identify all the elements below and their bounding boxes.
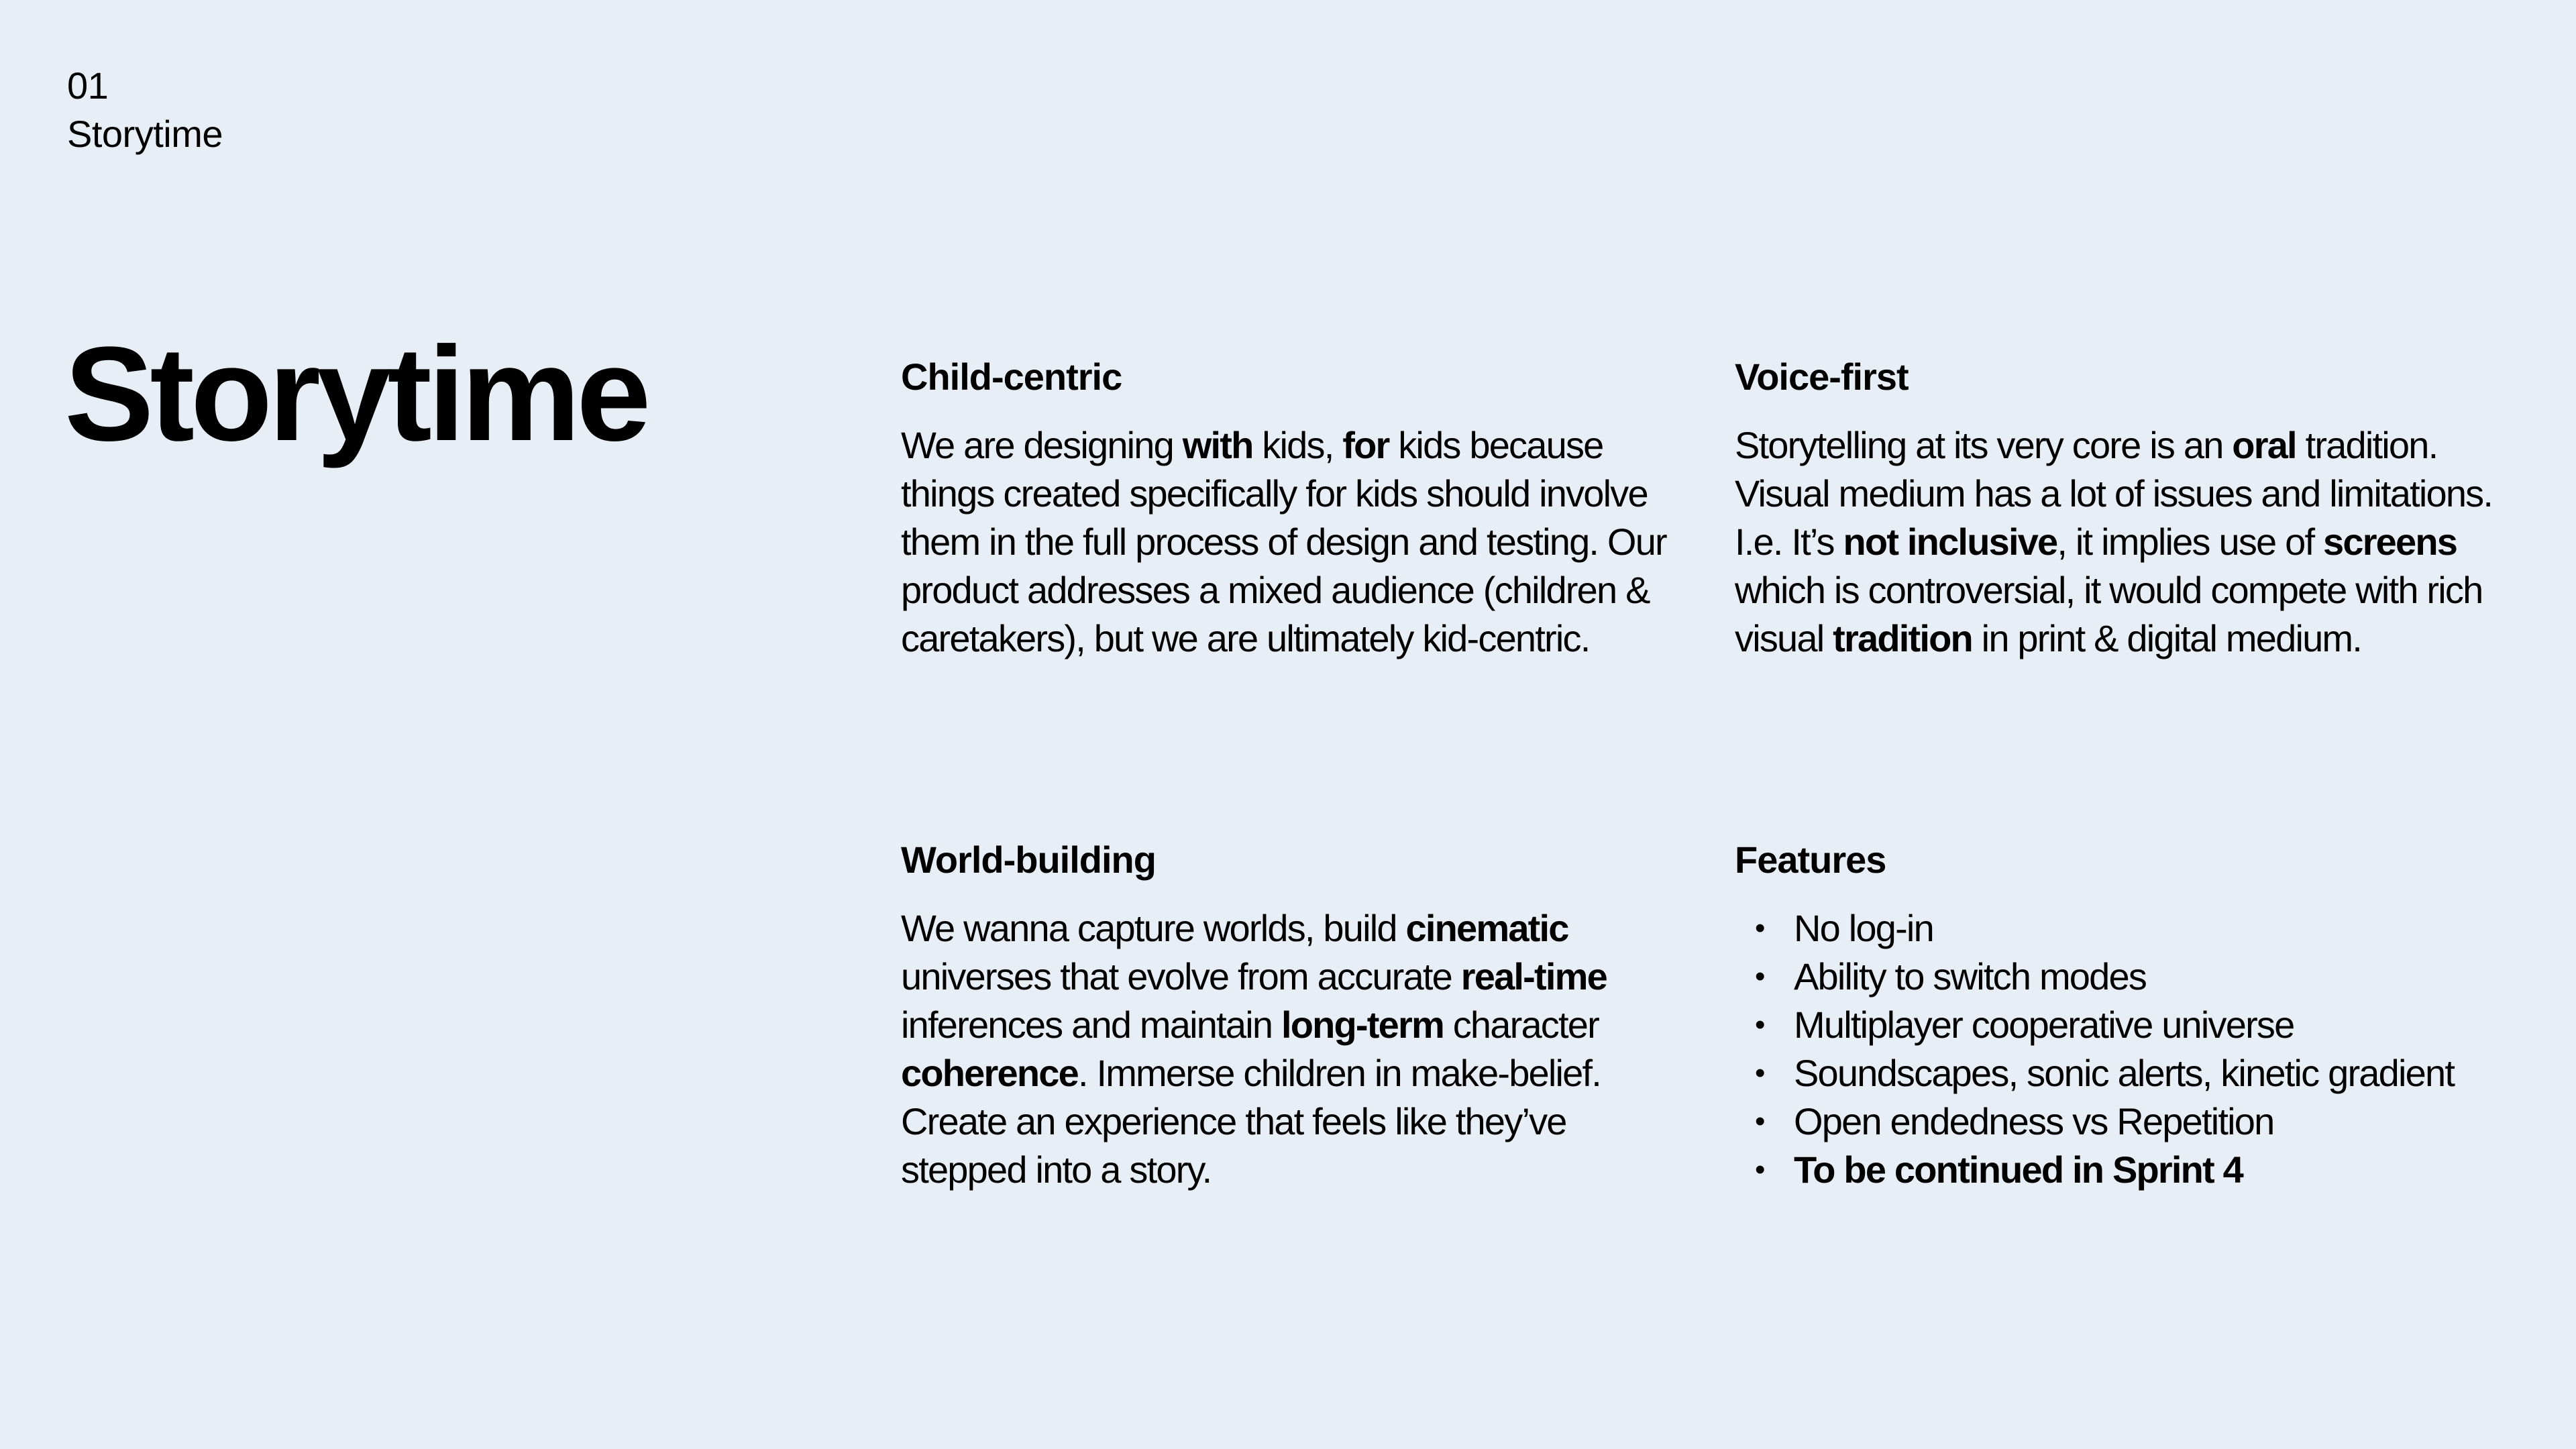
bullet-icon: • [1755, 1153, 1764, 1186]
emphasis-text: screens [2323, 521, 2457, 563]
world-building-body: We wanna capture worlds, build cinematic universes that evolve from accurate real-time inferences and maintain long-term character coherence. Immerse children in make-belief. Create an experience that feels like they’ve stepped into a story. [901, 907, 1607, 1191]
voice-first-block [1735, 352, 2513, 663]
bullet-icon: • [1755, 1057, 1764, 1089]
feature-text: Multiplayer cooperative universe [1794, 1004, 2294, 1046]
voice-first-body: Storytelling at its very core is an oral tradition. Visual medium has a lot of issues and limitations. I.e. It’s not inclusive, it implies use of screens which is controversial, it would compete with rich visual tradition in print & digital medium. [1735, 424, 2493, 659]
feature-text: To be continued in Sprint 4 [1794, 1148, 2243, 1191]
feature-text: Open endedness vs Repetition [1794, 1100, 2274, 1142]
bullet-icon: • [1755, 1008, 1764, 1041]
emphasis-text: with [1182, 424, 1253, 466]
emphasis-text: for [1342, 424, 1389, 466]
feature-item-2 [1735, 953, 2513, 1001]
feature-item-4 [1735, 1049, 2513, 1097]
bullet-icon: • [1755, 1105, 1764, 1138]
emphasis-text: coherence [901, 1052, 1078, 1094]
emphasis-text: tradition [1833, 617, 1972, 659]
child-centric-block [901, 352, 1679, 663]
section-label: Storytime [67, 113, 223, 155]
bullet-icon: • [1755, 960, 1764, 993]
emphasis-text: cinematic [1405, 907, 1568, 949]
emphasis-text: not inclusive [1843, 521, 2057, 563]
world-building-heading: World-building [901, 839, 1156, 881]
feature-item-3 [1735, 1001, 2513, 1049]
child-centric-heading: Child-centric [901, 356, 1122, 398]
emphasis-text: oral [2232, 424, 2296, 466]
feature-item-5 [1735, 1097, 2513, 1146]
feature-text: Ability to switch modes [1794, 955, 2147, 998]
feature-text: Soundscapes, sonic alerts, kinetic gradient [1794, 1052, 2455, 1094]
feature-text: No log-in [1794, 907, 1933, 949]
emphasis-text: long-term [1281, 1004, 1444, 1046]
features-block [1735, 835, 2513, 1194]
features-list [1735, 904, 2513, 1194]
emphasis-text: real-time [1460, 955, 1607, 998]
features-heading: Features [1735, 839, 1886, 881]
page-title: Storytime [64, 319, 647, 469]
world-building-block [901, 835, 1679, 1194]
feature-item-1 [1735, 904, 2513, 953]
bullet-icon: • [1755, 912, 1764, 945]
section-number: 01 [67, 64, 109, 107]
voice-first-heading: Voice-first [1735, 356, 1909, 398]
child-centric-body: We are designing with kids, for kids because things created specifically for kids should involve them in the full process of design and testing. Our product addresses a mixed audience (children & caretakers), but we are ultimately kid-centric. [901, 424, 1666, 659]
feature-item-6 [1735, 1146, 2513, 1194]
